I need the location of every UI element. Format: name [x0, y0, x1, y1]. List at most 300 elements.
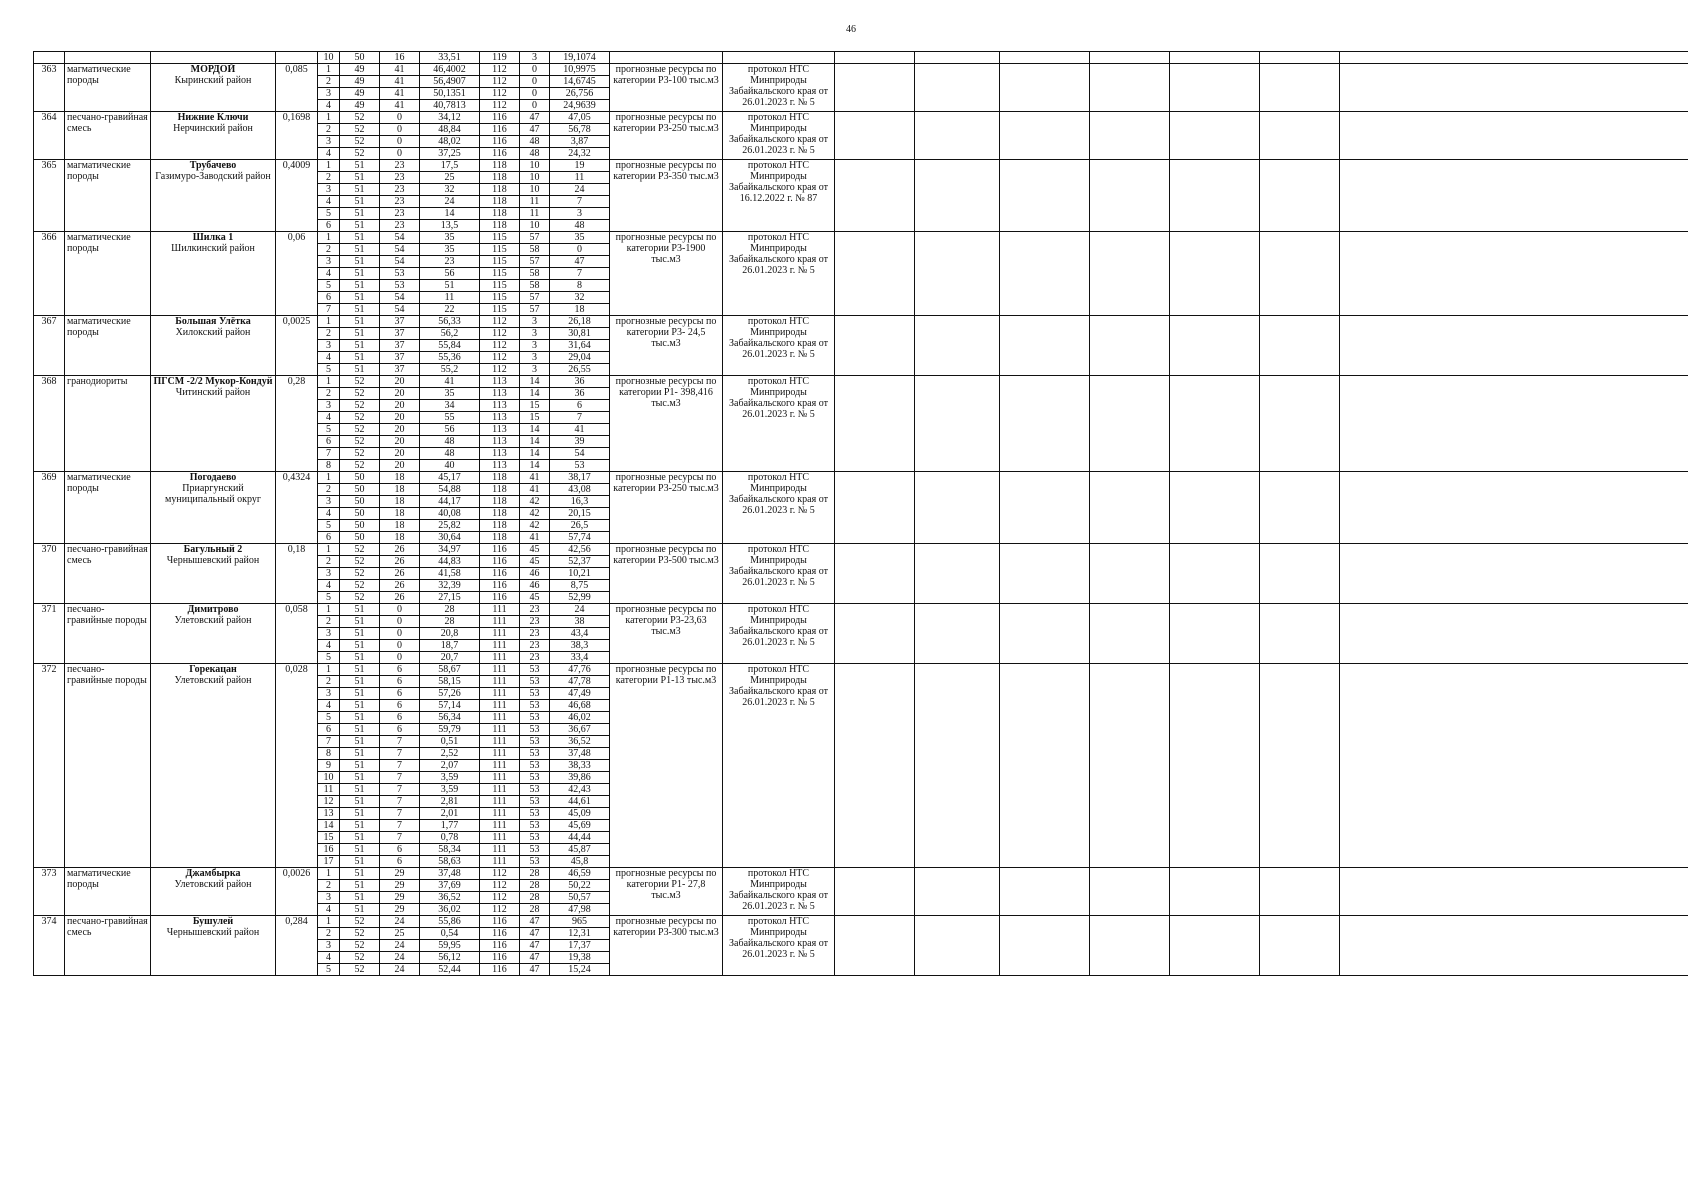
- lon-minutes: 58: [520, 268, 550, 280]
- lat-minutes: 6: [380, 712, 420, 724]
- lat-minutes: 7: [380, 772, 420, 784]
- lat-seconds: 17,5: [420, 160, 480, 172]
- lon-degrees: 112: [480, 88, 520, 100]
- lon-seconds: 53: [550, 460, 610, 472]
- deposit-district: Улетовский район: [174, 879, 252, 890]
- lon-minutes: 53: [520, 748, 550, 760]
- lat-degrees: 51: [340, 352, 380, 364]
- lon-seconds: 26,5: [550, 520, 610, 532]
- lon-degrees: 113: [480, 448, 520, 460]
- rock-type: магматические породы: [65, 472, 151, 544]
- lat-seconds: 58,67: [420, 664, 480, 676]
- empty-cell: [1340, 604, 1688, 664]
- empty-cell: [1090, 232, 1170, 316]
- lat-minutes: 20: [380, 436, 420, 448]
- lat-seconds: 55,2: [420, 364, 480, 376]
- lat-seconds: 25,82: [420, 520, 480, 532]
- lon-minutes: 23: [520, 652, 550, 664]
- lon-degrees: 113: [480, 400, 520, 412]
- lat-degrees: 50: [340, 508, 380, 520]
- point-number: 1: [318, 64, 340, 76]
- table-row: [34, 916, 1688, 928]
- lat-seconds: 30,64: [420, 532, 480, 544]
- point-number: 4: [318, 100, 340, 112]
- empty-cell: [1170, 376, 1260, 472]
- lon-seconds: 30,81: [550, 328, 610, 340]
- lon-degrees: 116: [480, 556, 520, 568]
- lat-degrees: 52: [340, 148, 380, 160]
- empty-cell: [1340, 316, 1688, 376]
- lon-seconds: 43,08: [550, 484, 610, 496]
- lat-minutes: 26: [380, 580, 420, 592]
- lat-seconds: 3,59: [420, 784, 480, 796]
- lon-minutes: 53: [520, 796, 550, 808]
- empty-cell: [1090, 112, 1170, 160]
- lat-degrees: 52: [340, 412, 380, 424]
- empty-cell: [1340, 112, 1688, 160]
- rock-type: гранодиориты: [65, 376, 151, 472]
- deposit-name-cell: [151, 316, 276, 376]
- empty-cell: [1170, 472, 1260, 544]
- lon-minutes: 57: [520, 232, 550, 244]
- lat-minutes: 0: [380, 136, 420, 148]
- lat-minutes: 18: [380, 532, 420, 544]
- lat-seconds: 36,02: [420, 904, 480, 916]
- lat-seconds: 34,97: [420, 544, 480, 556]
- lon-degrees: 112: [480, 328, 520, 340]
- lon-degrees: 118: [480, 508, 520, 520]
- lat-degrees: 52: [340, 940, 380, 952]
- lon-minutes: 53: [520, 700, 550, 712]
- deposit-area: 0,4324: [276, 472, 318, 544]
- point-number: 5: [318, 280, 340, 292]
- lat-degrees: 51: [340, 256, 380, 268]
- point-number: 2: [318, 124, 340, 136]
- lon-seconds: 37,48: [550, 748, 610, 760]
- deposit-name: Горекацан: [189, 664, 237, 675]
- lat-seconds: 54,88: [420, 484, 480, 496]
- table-row: [34, 664, 1688, 676]
- lat-minutes: 41: [380, 88, 420, 100]
- lon-seconds: 47,05: [550, 112, 610, 124]
- lat-degrees: 52: [340, 436, 380, 448]
- lat-minutes: 20: [380, 376, 420, 388]
- empty-cell: [1090, 544, 1170, 604]
- lat-minutes: 24: [380, 940, 420, 952]
- lat-degrees: 51: [340, 292, 380, 304]
- lon-seconds: 10,21: [550, 568, 610, 580]
- lat-minutes: 29: [380, 904, 420, 916]
- lon-minutes: 53: [520, 688, 550, 700]
- lat-minutes: 7: [380, 736, 420, 748]
- point-number: 6: [318, 292, 340, 304]
- empty-cell: [1170, 52, 1260, 64]
- deposit-name: Шилка 1: [192, 232, 234, 243]
- lon-degrees: 113: [480, 376, 520, 388]
- lon-seconds: 46,59: [550, 868, 610, 880]
- lat-seconds: 0,51: [420, 736, 480, 748]
- lon-seconds: 41: [550, 424, 610, 436]
- lat-seconds: 48: [420, 436, 480, 448]
- point-number: 4: [318, 952, 340, 964]
- table-row: [34, 64, 1688, 76]
- empty-cell: [1000, 64, 1090, 112]
- entry-number: 373: [34, 868, 65, 916]
- lat-degrees: 51: [340, 328, 380, 340]
- resources-cell: прогнозные ресурсы по категории P1- 398,416 тыс.м3: [610, 376, 723, 472]
- lat-minutes: 25: [380, 928, 420, 940]
- lon-degrees: 112: [480, 364, 520, 376]
- lon-minutes: 57: [520, 256, 550, 268]
- point-number: 3: [318, 340, 340, 352]
- lon-seconds: 14,6745: [550, 76, 610, 88]
- empty-cell: [1000, 376, 1090, 472]
- lat-minutes: 6: [380, 724, 420, 736]
- lon-seconds: 24,9639: [550, 100, 610, 112]
- lon-seconds: 50,22: [550, 880, 610, 892]
- lon-minutes: 47: [520, 940, 550, 952]
- deposit-name: Трубачево: [189, 160, 237, 171]
- resources-cell: прогнозные ресурсы по категории P3-23,63 тыс.м3: [610, 604, 723, 664]
- lon-degrees: 118: [480, 532, 520, 544]
- deposit-name: Джамбырка: [185, 868, 241, 879]
- lon-degrees: 118: [480, 496, 520, 508]
- lat-seconds: 2,81: [420, 796, 480, 808]
- lat-minutes: 23: [380, 196, 420, 208]
- lon-minutes: 14: [520, 448, 550, 460]
- point-number: 13: [318, 808, 340, 820]
- deposit-area: 0,1698: [276, 112, 318, 160]
- lat-minutes: 0: [380, 640, 420, 652]
- point-number: 5: [318, 712, 340, 724]
- empty-cell: [1090, 52, 1170, 64]
- lon-seconds: 46,02: [550, 712, 610, 724]
- point-number: 4: [318, 904, 340, 916]
- lat-minutes: 29: [380, 892, 420, 904]
- empty-cell: [915, 52, 1000, 64]
- lon-seconds: 50,57: [550, 892, 610, 904]
- empty-cell: [835, 664, 915, 868]
- empty-cell: [1090, 916, 1170, 976]
- empty-cell: [1260, 376, 1340, 472]
- lon-degrees: 116: [480, 568, 520, 580]
- lat-seconds: 20,8: [420, 628, 480, 640]
- rock-type: песчано-гравийная смесь: [65, 544, 151, 604]
- lon-degrees: 112: [480, 892, 520, 904]
- lon-degrees: 111: [480, 820, 520, 832]
- empty-cell: [1260, 316, 1340, 376]
- lon-minutes: 23: [520, 640, 550, 652]
- lon-seconds: 33,4: [550, 652, 610, 664]
- lat-degrees: 51: [340, 904, 380, 916]
- empty-cell: [1340, 544, 1688, 604]
- empty-cell: [915, 64, 1000, 112]
- lat-seconds: 0,78: [420, 832, 480, 844]
- lat-seconds: 22: [420, 304, 480, 316]
- lon-degrees: 112: [480, 340, 520, 352]
- lon-minutes: 53: [520, 856, 550, 868]
- lon-degrees: 111: [480, 760, 520, 772]
- lon-degrees: 111: [480, 724, 520, 736]
- lon-seconds: 36: [550, 388, 610, 400]
- lon-seconds: 38,33: [550, 760, 610, 772]
- point-number: 10: [318, 52, 340, 64]
- lat-degrees: 50: [340, 472, 380, 484]
- lat-degrees: 51: [340, 676, 380, 688]
- rock-type: магматические породы: [65, 868, 151, 916]
- lon-seconds: 45,09: [550, 808, 610, 820]
- lon-seconds: 24: [550, 184, 610, 196]
- resources-cell: прогнозные ресурсы по категории P3-300 тыс.м3: [610, 916, 723, 976]
- lon-seconds: 7: [550, 196, 610, 208]
- lat-seconds: 58,63: [420, 856, 480, 868]
- resources-cell: прогнозные ресурсы по категории P3-100 тыс.м3: [610, 64, 723, 112]
- deposit-district: Хилокский район: [175, 327, 251, 338]
- lon-minutes: 47: [520, 952, 550, 964]
- entry-number: 370: [34, 544, 65, 604]
- empty-cell: [1260, 112, 1340, 160]
- empty-cell: [835, 376, 915, 472]
- point-number: 2: [318, 328, 340, 340]
- lon-seconds: 36: [550, 376, 610, 388]
- lat-degrees: 52: [340, 952, 380, 964]
- lat-minutes: 23: [380, 184, 420, 196]
- lon-seconds: 42,43: [550, 784, 610, 796]
- lon-minutes: 10: [520, 220, 550, 232]
- protocol-cell: протокол НТС Минприроды Забайкальского края от 26.01.2023 г. № 5: [723, 112, 835, 160]
- protocol-cell: протокол НТС Минприроды Забайкальского края от 26.01.2023 г. № 5: [723, 868, 835, 916]
- deposit-district: Улетовский район: [174, 675, 252, 686]
- point-number: 2: [318, 172, 340, 184]
- empty-cell: [1170, 604, 1260, 664]
- lon-minutes: 47: [520, 916, 550, 928]
- empty-cell: [1090, 160, 1170, 232]
- lon-minutes: 45: [520, 556, 550, 568]
- lat-seconds: 32: [420, 184, 480, 196]
- point-number: 5: [318, 964, 340, 976]
- lat-minutes: 37: [380, 316, 420, 328]
- lat-degrees: 51: [340, 712, 380, 724]
- empty-cell: [835, 868, 915, 916]
- deposit-area: 0,28: [276, 376, 318, 472]
- table-body: [34, 52, 1688, 976]
- lon-seconds: 29,04: [550, 352, 610, 364]
- empty-cell: [1000, 868, 1090, 916]
- lat-degrees: 51: [340, 796, 380, 808]
- lon-minutes: 53: [520, 712, 550, 724]
- lat-seconds: 56: [420, 268, 480, 280]
- point-number: 1: [318, 112, 340, 124]
- empty-cell: [835, 316, 915, 376]
- deposit-name: МОРДОЙ: [190, 64, 236, 75]
- lat-degrees: 51: [340, 724, 380, 736]
- lat-minutes: 41: [380, 64, 420, 76]
- lat-seconds: 44,83: [420, 556, 480, 568]
- empty-cell: [1260, 664, 1340, 868]
- empty-cell: [1340, 52, 1688, 64]
- point-number: 3: [318, 400, 340, 412]
- deposit-district: Улетовский район: [174, 615, 252, 626]
- lat-seconds: 59,79: [420, 724, 480, 736]
- empty-cell: [1340, 664, 1688, 868]
- lat-degrees: 51: [340, 340, 380, 352]
- lat-seconds: 33,51: [420, 52, 480, 64]
- point-number: 4: [318, 508, 340, 520]
- rock-type: магматические породы: [65, 64, 151, 112]
- point-number: 2: [318, 676, 340, 688]
- lat-minutes: 20: [380, 424, 420, 436]
- lon-minutes: 58: [520, 280, 550, 292]
- lon-minutes: 48: [520, 136, 550, 148]
- lon-seconds: 17,37: [550, 940, 610, 952]
- empty-cell: [1340, 232, 1688, 316]
- point-number: 4: [318, 268, 340, 280]
- lon-degrees: 112: [480, 64, 520, 76]
- lon-degrees: 116: [480, 928, 520, 940]
- empty-cell: [1260, 916, 1340, 976]
- lat-seconds: 40,08: [420, 508, 480, 520]
- lat-seconds: 2,52: [420, 748, 480, 760]
- lon-minutes: 47: [520, 124, 550, 136]
- lon-seconds: 39,86: [550, 772, 610, 784]
- rock-type: песчано-гравийная смесь: [65, 916, 151, 976]
- lon-degrees: 116: [480, 580, 520, 592]
- lon-minutes: 42: [520, 508, 550, 520]
- empty-cell: [835, 52, 915, 64]
- lat-degrees: 51: [340, 172, 380, 184]
- lat-minutes: 24: [380, 952, 420, 964]
- lat-seconds: 56,33: [420, 316, 480, 328]
- lat-seconds: 35: [420, 388, 480, 400]
- lat-minutes: 7: [380, 820, 420, 832]
- table-row: [34, 604, 1688, 616]
- deposit-area: 0,284: [276, 916, 318, 976]
- point-number: 4: [318, 412, 340, 424]
- lon-minutes: 41: [520, 472, 550, 484]
- lat-degrees: 51: [340, 280, 380, 292]
- empty-cell: [915, 232, 1000, 316]
- table-row: [34, 112, 1688, 124]
- point-number: 2: [318, 556, 340, 568]
- lon-minutes: 0: [520, 100, 550, 112]
- lon-degrees: 111: [480, 688, 520, 700]
- protocol-cell: протокол НТС Минприроды Забайкальского края от 26.01.2023 г. № 5: [723, 544, 835, 604]
- point-number: 15: [318, 832, 340, 844]
- lat-minutes: 53: [380, 280, 420, 292]
- lat-seconds: 41,58: [420, 568, 480, 580]
- lat-seconds: 25: [420, 172, 480, 184]
- lon-minutes: 57: [520, 292, 550, 304]
- lon-seconds: 52,99: [550, 592, 610, 604]
- point-number: 2: [318, 928, 340, 940]
- empty-cell: [1000, 112, 1090, 160]
- lat-seconds: 55,86: [420, 916, 480, 928]
- lon-seconds: 47,76: [550, 664, 610, 676]
- lat-degrees: 51: [340, 628, 380, 640]
- lat-seconds: 28: [420, 616, 480, 628]
- lon-degrees: 115: [480, 304, 520, 316]
- lon-seconds: 42,56: [550, 544, 610, 556]
- lat-degrees: 51: [340, 736, 380, 748]
- lon-minutes: 45: [520, 544, 550, 556]
- lon-seconds: 24: [550, 604, 610, 616]
- lon-degrees: 111: [480, 748, 520, 760]
- lon-seconds: 11: [550, 172, 610, 184]
- lat-seconds: 56,12: [420, 952, 480, 964]
- lat-degrees: 51: [340, 772, 380, 784]
- lat-degrees: 49: [340, 88, 380, 100]
- lon-degrees: 112: [480, 880, 520, 892]
- table-row: [34, 376, 1688, 388]
- deposit-name-cell: [151, 868, 276, 916]
- deposit-district: Приаргунский муниципальный округ: [165, 483, 261, 505]
- point-number: 2: [318, 388, 340, 400]
- lat-degrees: 49: [340, 100, 380, 112]
- lat-seconds: 2,07: [420, 760, 480, 772]
- lon-seconds: 36,67: [550, 724, 610, 736]
- empty-cell: [1170, 664, 1260, 868]
- lat-seconds: 44,17: [420, 496, 480, 508]
- lat-minutes: 50: [340, 52, 380, 64]
- empty-cell: [915, 112, 1000, 160]
- lon-degrees: 116: [480, 940, 520, 952]
- lon-degrees: 118: [480, 484, 520, 496]
- lat-minutes: 6: [380, 844, 420, 856]
- lat-minutes: 54: [380, 304, 420, 316]
- lon-minutes: 53: [520, 760, 550, 772]
- empty-cell: [915, 664, 1000, 868]
- lon-minutes: 11: [520, 208, 550, 220]
- lat-degrees: 51: [340, 640, 380, 652]
- lat-minutes: 23: [380, 220, 420, 232]
- lon-degrees: 111: [480, 736, 520, 748]
- point-number: 4: [318, 580, 340, 592]
- empty-cell: [1000, 232, 1090, 316]
- lon-seconds: 47,98: [550, 904, 610, 916]
- lon-degrees: 116: [480, 124, 520, 136]
- lat-minutes: 37: [380, 340, 420, 352]
- point-number: 4: [318, 196, 340, 208]
- point-number: 6: [318, 436, 340, 448]
- lon-degrees: 111: [480, 832, 520, 844]
- lon-seconds: 38,17: [550, 472, 610, 484]
- table-row: [34, 52, 1688, 64]
- lat-minutes: 0: [380, 604, 420, 616]
- lat-degrees: 51: [340, 784, 380, 796]
- empty-cell: [1090, 316, 1170, 376]
- table-row: [34, 232, 1688, 244]
- lat-degrees: 51: [340, 856, 380, 868]
- lon-minutes: 3: [520, 352, 550, 364]
- rock-type: магматические породы: [65, 232, 151, 316]
- empty-cell: [835, 544, 915, 604]
- table-row: [34, 472, 1688, 484]
- lat-minutes: 7: [380, 760, 420, 772]
- lon-minutes: 45: [520, 592, 550, 604]
- lat-minutes: 26: [380, 592, 420, 604]
- lat-degrees: 52: [340, 460, 380, 472]
- lat-seconds: 20,7: [420, 652, 480, 664]
- lon-degrees: 111: [480, 712, 520, 724]
- protocol-cell: протокол НТС Минприроды Забайкальского края от 26.01.2023 г. № 5: [723, 604, 835, 664]
- lon-degrees: 116: [480, 112, 520, 124]
- lat-minutes: 37: [380, 364, 420, 376]
- lat-seconds: 28: [420, 604, 480, 616]
- lat-seconds: 58,15: [420, 676, 480, 688]
- deposit-name: Нижние Ключи: [177, 112, 249, 123]
- table-row: [34, 544, 1688, 556]
- lat-seconds: 37,48: [420, 868, 480, 880]
